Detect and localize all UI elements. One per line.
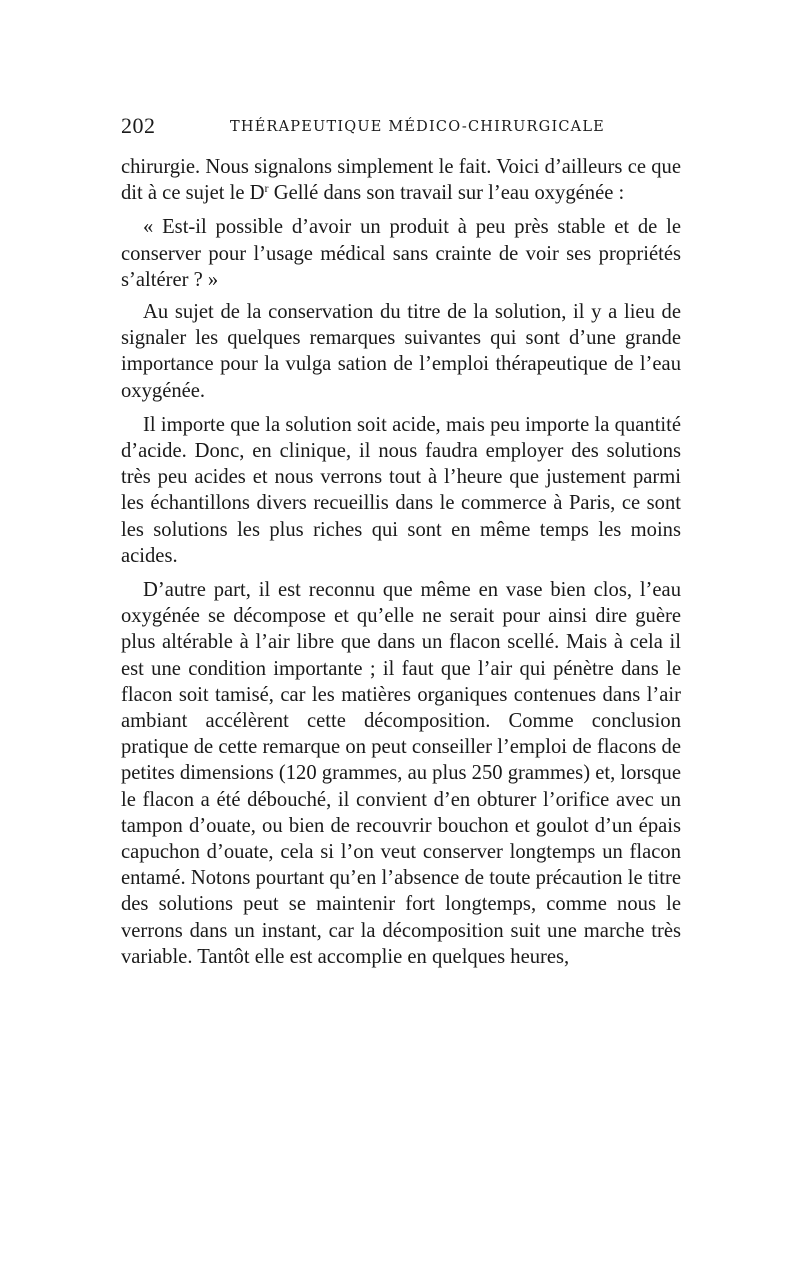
paragraph-1 xyxy=(121,154,681,206)
paragraph-1-text-a: chirurgie. Nous signalons simplement le fait. Voici d’ailleurs ce que dit à ce sujet le D xyxy=(121,156,681,205)
paragraph-3: Au sujet de la conservation du titre de la solution, il y a lieu de signaler les quelques remarques suivantes qui sont d’une grande importance pour la vulga sation de l’emploi thérapeutique de l’eau oxygénée. xyxy=(121,301,681,402)
running-title: THÉRAPEUTIQUE MÉDICO-CHIRURGICALE xyxy=(230,119,605,135)
paragraph-4: Il importe que la solution soit acide, mais peu importe la quantité d’acide. Donc, en clinique, il nous faudra employer des solutions très peu acides et nous verrons tout à l’heure que justement parmi les échantillons divers recueillis dans le commerce à Paris, ce sont les solutions les plus riches qui sont en même temps les moins acides. xyxy=(121,413,681,567)
paragraph-5: D’autre part, il est reconnu que même en vase bien clos, l’eau oxygénée se décompose et qu’elle ne serait pour ainsi dire guère plus altérable à l’air libre que dans un flacon scellé. Mais à cela il est une condition importante ; il faut que l’air qui pénètre dans le flacon soit tamisé, car les matières organiques contenues dans l’air ambiant accélèrent cette décomposition. Comme conclusion pratique de cette remarque on peut conseiller l’emploi de flacons de petites dimensions (120 grammes, au plus 250 grammes) et, lorsque le flacon a été débouché, il convient d’en obturer l’orifice avec un tampon d’ouate, ou bien de recouvrir bouchon et goulot d’un épais capuchon d’ouate, cela si l’on veut conserver longtemps un flacon entamé. Notons pourtant qu’en l’absence de toute précaution le titre des solutions peut se maintenir fort longtemps, comme nous le verrons dans un instant, car la décomposition suit une marche très variable. Tantôt elle est accomplie en quelques heures, xyxy=(121,579,681,968)
running-head xyxy=(121,112,681,142)
paragraph-quote: « Est-il possible d’avoir un produit à peu près stable et de le conserver pour l’usage médical sans crainte de voir ses propriétés s’altérer ? » xyxy=(121,216,681,291)
doctor-abbrev-superscript: r xyxy=(264,181,269,196)
paragraph-1-text-b: Gellé dans son travail sur l’eau oxygénée : xyxy=(268,182,625,205)
body-text xyxy=(121,154,681,978)
page-number: 202 xyxy=(121,113,156,138)
